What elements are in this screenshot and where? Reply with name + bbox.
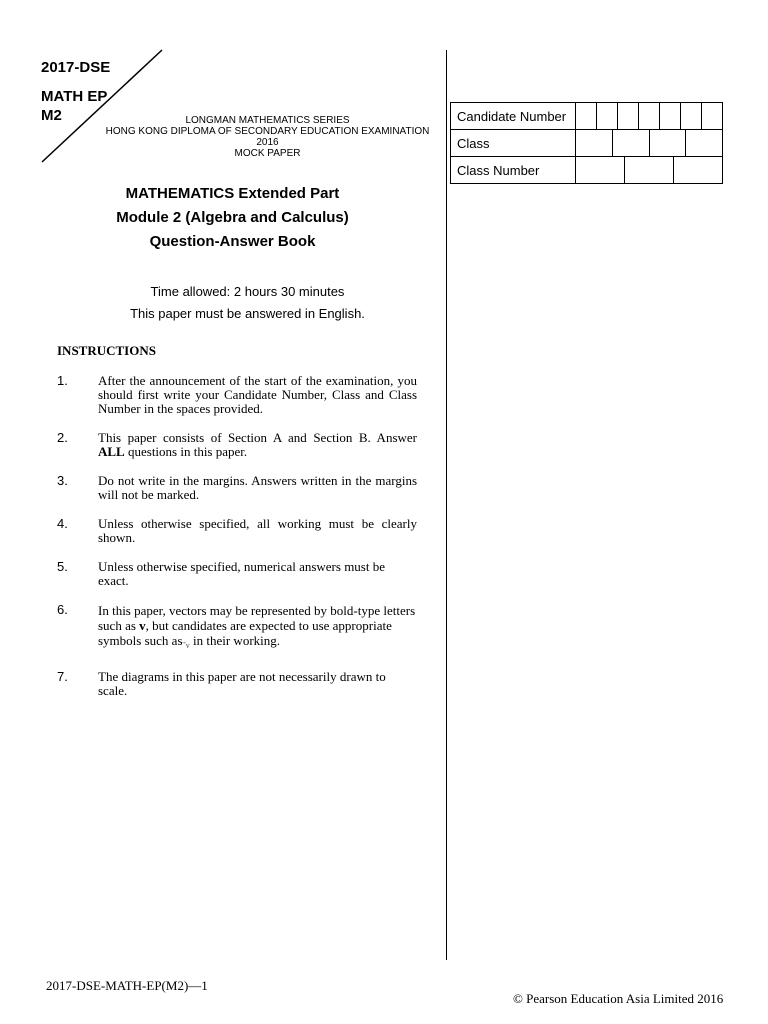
candidate-digit-box[interactable] [596,103,617,129]
instruction-text: Unless otherwise specified, all working must be clearly shown. [98,516,417,545]
class-boxes[interactable] [576,130,723,157]
series-line: MOCK PAPER [234,148,301,159]
class-box[interactable] [649,130,686,156]
class-box[interactable] [685,130,722,156]
candidate-digit-box[interactable] [659,103,680,129]
class-number-row [451,157,723,184]
title-line-2: Module 2 (Algebra and Calculus) [116,209,349,226]
candidate-digit-box[interactable] [680,103,701,129]
class-number-label: Class Number [451,157,576,184]
series-line: LONGMAN MATHEMATICS SERIES [185,115,350,126]
class-row [451,130,723,157]
instruction-number: 4. [57,516,68,531]
language-note: This paper must be answered in English. [130,306,365,321]
class-box[interactable] [612,130,649,156]
instruction-text: This paper consists of Section A and Section B. Answer ALL questions in this paper. [98,430,417,459]
candidate-number-label: Candidate Number [451,103,576,130]
instruction-text: The diagrams in this paper are not necessarily drawn to scale. [98,669,386,698]
class-number-boxes[interactable] [576,157,723,184]
page-divider [446,50,447,960]
vector-arrow-symbol: v [185,641,190,650]
class-label: Class [451,130,576,157]
candidate-digit-box[interactable] [638,103,659,129]
candidate-info-table [450,102,723,184]
time-allowed: Time allowed: 2 hours 30 minutes [150,284,345,299]
instruction-text: Do not write in the margins. Answers written in the margins will not be marked. [98,473,417,502]
candidate-digit-box[interactable] [576,103,596,129]
candidate-digit-box[interactable] [701,103,722,129]
paper-code-year: 2017-DSE [41,59,111,76]
instruction-number: 6. [57,602,68,617]
title-line-3: Question-Answer Book [149,233,316,250]
candidate-number-row [451,103,723,130]
instruction-number: 3. [57,473,68,488]
series-line: 2016 [256,137,279,148]
candidate-digit-box[interactable] [617,103,638,129]
instruction-number: 7. [57,669,68,684]
instruction-text: In this paper, vectors may be represented by bold-type letters such as v, but candidates are expected to use appropriate symbols such as v in their working. [98,603,417,650]
vector-bold-v: v [139,618,146,633]
series-heading [80,115,455,159]
copyright-footer: © Pearson Education Asia Limited 2016 [513,991,724,1006]
series-line: HONG KONG DIPLOMA OF SECONDARY EDUCATION EXAMINATION [105,126,430,137]
instructions-heading: INSTRUCTIONS [57,343,156,358]
paper-code-subject: MATH EP [41,88,108,105]
class-number-box[interactable] [624,157,673,183]
instruction-number: 2. [57,430,68,445]
instruction-number: 1. [57,373,68,388]
instruction-text: Unless otherwise specified, numerical answers must be exact. [98,559,386,588]
class-number-box[interactable] [673,157,722,183]
paper-code-module: M2 [41,107,62,124]
title-line-1: MATHEMATICS Extended Part [125,185,340,202]
class-number-box[interactable] [576,157,624,183]
instruction-number: 5. [57,559,68,574]
class-box[interactable] [576,130,612,156]
candidate-number-boxes[interactable] [576,103,723,130]
emphasis-all: ALL [98,444,125,459]
instruction-text: After the announcement of the start of the examination, you should first write your Candidate Number, Class and Class Number in the spaces provided. [98,373,417,416]
page-code-footer: 2017-DSE-MATH-EP(M2)—1 [46,978,208,993]
